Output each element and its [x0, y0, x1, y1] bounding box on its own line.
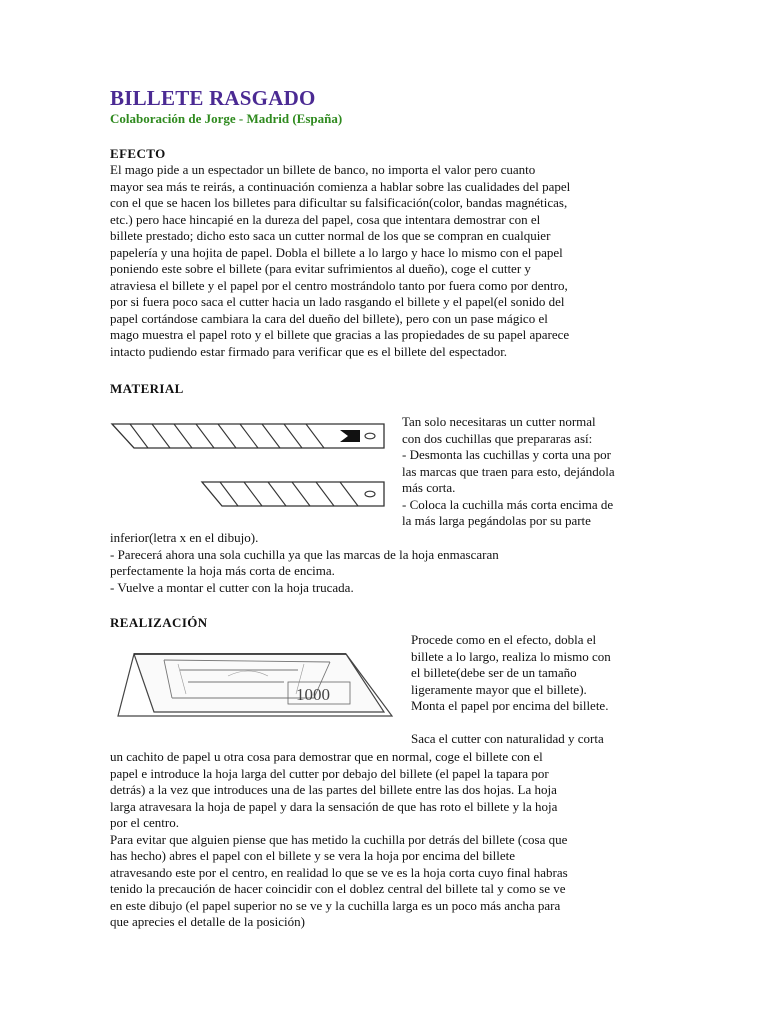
- realizacion-side-paragraph: [411, 632, 611, 748]
- text-line: billete a lo largo, realiza lo mismo con: [411, 648, 611, 664]
- text-line: Saca el cutter con naturalidad y corta: [411, 731, 604, 746]
- text-line: atravesando este por el centro, en realidad lo que se ve es la hoja corta cuyo final habras: [110, 864, 568, 880]
- text-line: Para evitar que alguien piense que has metido la cuchilla por detrás del billete (cosa que: [110, 831, 568, 847]
- text-line: las marcas que traen para esto, dejándola: [402, 463, 615, 479]
- text-line: tenido la precaución de hacer coincidir con el doblez central del billete tal y como se ve: [110, 881, 566, 896]
- cutter-blades-illustration: [108, 412, 398, 516]
- text-line: has hecho) abres el papel con el billete y se vera la hoja por encima del billete: [110, 848, 515, 863]
- text-line: papel e introduce la hoja larga del cutter por debajo del billete (el papel la tapara por: [110, 765, 549, 781]
- text-line: larga atravesara la hoja de papel y dara la sensación de que has roto el billete y la hoja: [110, 798, 558, 814]
- text-line: Tan solo necesitaras un cutter normal: [402, 414, 596, 429]
- text-line: en este dibujo (el papel superior no se ve y la cuchilla larga es un poco más ancha para: [110, 897, 561, 913]
- text-line: poniendo este sobre el billete (para evitar sufrimientos al dueño), coge el cutter y: [110, 261, 531, 276]
- section-heading-efecto: EFECTO: [110, 146, 166, 161]
- text-line: que aprecies el detalle de la posición): [110, 914, 305, 929]
- text-line: perfectamente la hoja más corta de encima.: [110, 563, 335, 578]
- text-line: por el centro.: [110, 815, 179, 830]
- text-line: con dos cuchillas que prepararas así:: [402, 430, 593, 446]
- text-line: papelería y una hojita de papel. Dobla el billete a lo largo y hace lo mismo con el papel: [110, 244, 563, 260]
- material-paragraph: [110, 530, 499, 596]
- page-title: BILLETE RASGADO: [110, 86, 316, 110]
- text-line: el billete(debe ser de un tamaño: [411, 665, 577, 680]
- section-heading-material: MATERIAL: [110, 381, 184, 396]
- efecto-paragraph: [110, 162, 570, 360]
- blank-line: [411, 715, 611, 732]
- text-line: billete prestado; dicho esto saca un cutter normal de los que se compran en cualquier: [110, 228, 551, 243]
- text-line: un cachito de papel u otra cosa para demostrar que en normal, coge el billete con el: [110, 749, 543, 764]
- text-line: atraviesa el billete y el papel por el centro mostrándolo tanto por fuera como por dentro,: [110, 277, 568, 293]
- text-line: - Desmonta las cuchillas y corta una por: [402, 447, 612, 462]
- text-line: mago muestra el papel roto y el billete que gracias a las propiedades de su papel aparece: [110, 327, 570, 342]
- text-line: El mago pide a un espectador un billete de banco, no importa el valor pero cuanto: [110, 162, 536, 177]
- folded-banknote-illustration: [108, 636, 408, 720]
- text-line: papel cortándose cambiara la cara del dueño del billete), pero con un pase mágico el: [110, 310, 548, 326]
- text-line: por si fuera poco saca el cutter hacia un lado rasgando el billete y el papel(el sonido del: [110, 294, 565, 309]
- text-line: la más larga pegándolas por su parte: [402, 513, 591, 528]
- text-line: - Parecerá ahora una sola cuchilla ya que las marcas de la hoja enmascaran: [110, 546, 499, 562]
- material-side-paragraph: [402, 414, 615, 530]
- text-line: etc.) pero hace hincapié en la dureza del papel, cosa que intentara demostrar con el: [110, 211, 541, 227]
- text-line: inferior(letra x en el dibujo).: [110, 530, 259, 545]
- text-line: ligeramente mayor que el billete).: [411, 681, 587, 697]
- text-line: con el que se hacen los billetes para dificultar su falsificación(color, bandas magnéticas,: [110, 195, 568, 210]
- banknote-value-label: 1000: [296, 685, 330, 704]
- realizacion-paragraph: [110, 749, 568, 931]
- text-line: más corta.: [402, 480, 456, 495]
- text-line: detrás) a la vez que introduces una de las partes del billete entre las dos hojas. La hoja: [110, 782, 557, 797]
- section-heading-realizacion: REALIZACIÓN: [110, 615, 208, 630]
- text-line: - Vuelve a montar el cutter con la hoja trucada.: [110, 579, 354, 595]
- page-subtitle: Colaboración de Jorge - Madrid (España): [110, 111, 343, 126]
- text-line: - Coloca la cuchilla más corta encima de: [402, 496, 614, 512]
- text-line: intacto pudiendo estar firmado para verificar que es el billete del espectador.: [110, 343, 508, 359]
- text-line: Monta el papel por encima del billete.: [411, 698, 609, 713]
- text-line: mayor sea más te reirás, a continuación comienza a hablar sobre las cualidades del papel: [110, 178, 571, 194]
- text-line: Procede como en el efecto, dobla el: [411, 632, 597, 647]
